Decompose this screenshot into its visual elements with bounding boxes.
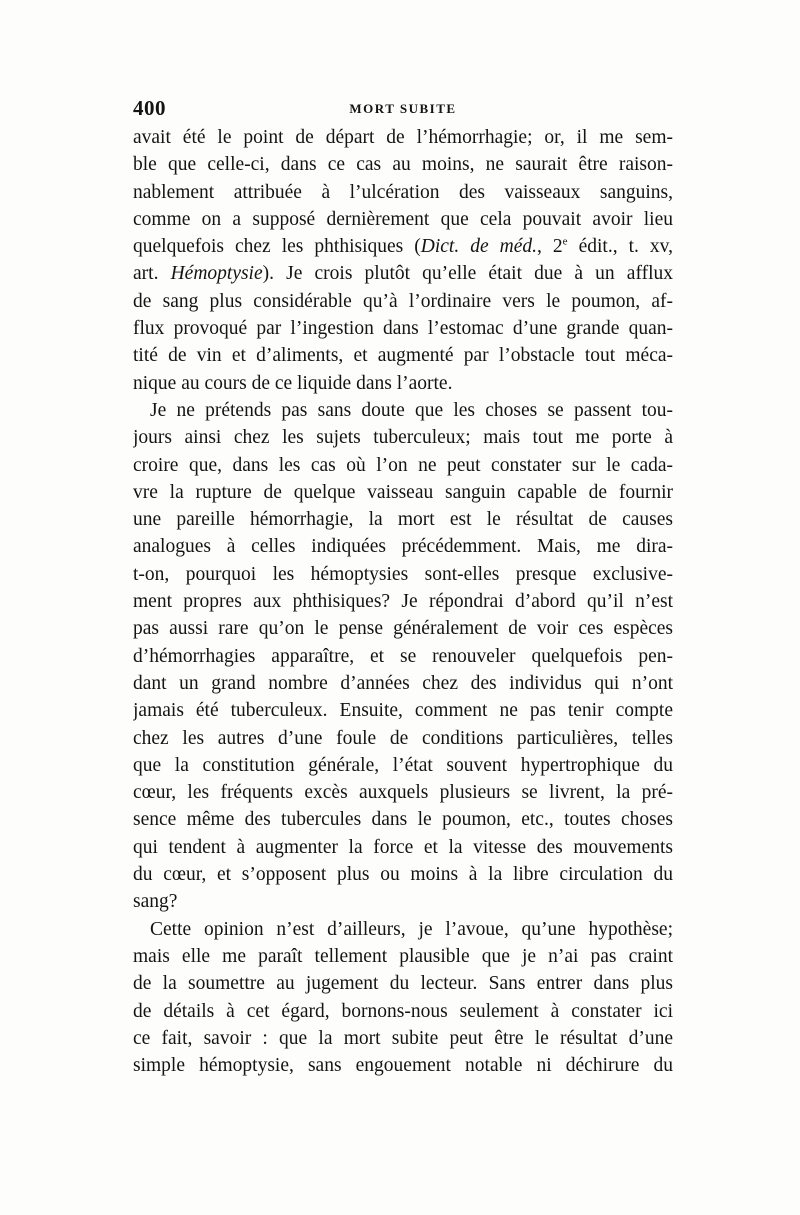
text-line: comme on a supposé dernièrement que cela pouvait avoir lieu [133, 208, 673, 230]
text-line: mais elle me paraît tellement plausible que je n’ai pas craint [133, 945, 673, 967]
text-line: ment propres aux phthisiques? Je répondrai d’abord qu’il n’est [133, 591, 673, 613]
text-line: du cœur, et s’opposent plus ou moins à la libre circulation du [133, 864, 673, 886]
paragraph-2 [133, 397, 673, 916]
text-line: avait été le point de départ de l’hémorrhagie; or, il me sem- [133, 127, 673, 148]
article-line [133, 260, 673, 287]
article-title: Hémoptysie [170, 263, 263, 285]
text-line: t-on, pourquoi les hémoptysies sont-elles presque exclusive- [133, 563, 673, 585]
citation-edition-number: , 2 [537, 236, 563, 258]
text-line: Je ne prétends pas sans doute que les choses se passent tou- [150, 399, 673, 421]
text-line: jamais été tuberculeux. Ensuite, comment ne pas tenir compte [133, 700, 673, 722]
text-line: que la constitution générale, l’état souvent hypertrophique du [133, 754, 673, 776]
text-line: ble que celle-ci, dans ce cas au moins, ne saurait être raison- [133, 154, 673, 176]
text-line: croire que, dans les cas où l’on ne peut constater sur le cada- [133, 454, 673, 476]
text-line: une pareille hémorrhagie, la mort est le résultat de causes [133, 509, 673, 531]
citation-volume: édit., t. xv, [567, 236, 673, 258]
text-line: vre la rupture de quelque vaisseau sanguin capable de fournir [133, 481, 673, 503]
text-line: de sang plus considérable qu’à l’ordinaire vers le poumon, af- [133, 290, 673, 312]
citation-text-before: quelquefois chez les phthisiques ( [133, 236, 421, 258]
text-line: pas aussi rare qu’on le pense généralement de voir ces espèces [133, 618, 673, 640]
text-line: cœur, les fréquents excès auxquels plusieurs se livrent, la pré- [133, 782, 673, 804]
text-line: de la soumettre au jugement du lecteur. Sans entrer dans plus [133, 973, 673, 995]
citation-line [133, 233, 673, 260]
page-number: 400 [133, 96, 166, 120]
text-line: de détails à cet égard, bornons-nous seulement à constater ici [133, 1000, 673, 1022]
text-line: dant un grand nombre d’années chez des individus qui n’ont [133, 672, 673, 694]
running-head [133, 96, 673, 122]
running-title: MORT SUBITE [349, 101, 457, 116]
article-text-after: ). Je crois plutôt qu’elle était due à un afflux [262, 263, 673, 285]
text-line: jours ainsi chez les sujets tuberculeux; mais tout me porte à [133, 427, 673, 449]
text-line: analogues à celles indiquées précédemment. Mais, me dira- [133, 536, 673, 558]
text-line: nablement attribuée à l’ulcération des vaisseaux sanguins, [133, 181, 673, 203]
body-text [133, 124, 673, 1079]
text-line: ce fait, savoir : que la mort subite peut être le résultat d’une [133, 1027, 673, 1049]
citation-edition-superscript: e [562, 235, 568, 248]
text-line: flux provoqué par l’ingestion dans l’estomac d’une grande quan- [133, 318, 673, 340]
article-text-before: art. [133, 263, 171, 285]
citation-source-title: Dict. de méd. [420, 236, 538, 258]
text-line: tité de vin et d’aliments, et augmenté par l’obstacle tout méca- [133, 345, 673, 367]
text-line: Cette opinion n’est d’ailleurs, je l’avoue, qu’une hypothèse; [150, 918, 673, 940]
text-line: sang? [133, 891, 178, 913]
paragraph-1 [133, 124, 673, 397]
text-line: qui tendent à augmenter la force et la vitesse des mouvements [133, 836, 673, 858]
text-line: nique au cours de ce liquide dans l’aorte. [133, 372, 453, 394]
text-line: sence même des tubercules dans le poumon, etc., toutes choses [133, 809, 673, 831]
text-line: chez les autres d’une foule de conditions particulières, telles [133, 727, 673, 749]
text-line: simple hémoptysie, sans engouement notable ni déchirure du [133, 1055, 673, 1077]
text-line: d’hémorrhagies apparaître, et se renouveler quelquefois pen- [133, 645, 673, 667]
paragraph-3 [133, 916, 673, 1080]
